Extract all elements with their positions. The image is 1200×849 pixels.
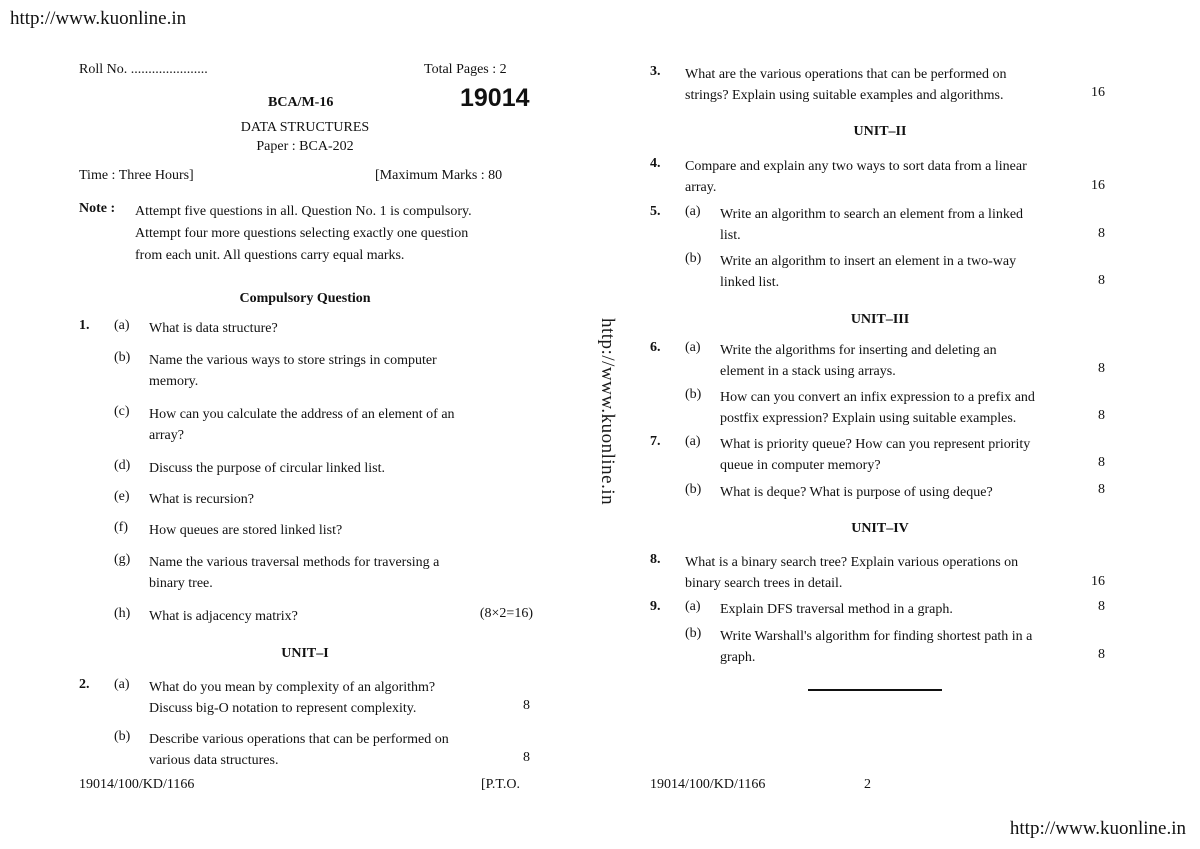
question-line: various data structures. — [149, 753, 279, 768]
subject-title: DATA STRUCTURES — [240, 120, 370, 135]
question-text — [685, 552, 1105, 594]
question-line: What is adjacency matrix? — [149, 609, 298, 624]
footer-code: 19014/100/KD/1166 — [650, 777, 766, 792]
question-text — [149, 520, 533, 541]
pto-text: [P.T.O. — [481, 777, 521, 792]
question-line: queue in computer memory? — [720, 458, 881, 473]
part-label: (a) — [685, 599, 701, 614]
question-number: 4. — [650, 156, 661, 171]
question-text — [149, 458, 533, 479]
paper-code: Paper : BCA-202 — [256, 139, 354, 154]
question-text — [720, 387, 1105, 429]
question-text — [149, 404, 533, 446]
question-text — [149, 606, 449, 627]
watermark-top-left: http://www.kuonline.in — [10, 8, 187, 29]
part-label: (b) — [114, 350, 131, 365]
question-text — [149, 350, 533, 392]
question-line: What is recursion? — [149, 492, 254, 507]
question-text — [720, 626, 1105, 668]
marks: 16 — [1091, 85, 1105, 100]
end-rule — [808, 689, 942, 691]
compulsory-heading: Compulsory Question — [239, 291, 371, 306]
note-label: Note : — [79, 201, 116, 216]
question-line: Explain DFS traversal method in a graph. — [720, 602, 953, 617]
question-text — [149, 489, 533, 510]
question-line: memory. — [149, 374, 199, 389]
time-allowed: Time : Three Hours] — [79, 168, 194, 183]
question-text — [720, 599, 1060, 620]
question-line: strings? Explain using suitable examples and algorithms. — [685, 88, 1004, 103]
paper-number: 19014 — [460, 84, 530, 112]
part-label: (d) — [114, 458, 131, 473]
question-number: 8. — [650, 552, 661, 567]
part-label: (b) — [685, 251, 702, 266]
marks: 8 — [523, 750, 530, 765]
part-label: (g) — [114, 552, 131, 567]
marks: 8 — [1098, 455, 1105, 470]
question-line: Compare and explain any two ways to sort data from a linear — [685, 159, 1027, 174]
question-line: array. — [685, 180, 717, 195]
question-text — [149, 729, 533, 771]
question-number: 1. — [79, 318, 90, 333]
part-label: (a) — [685, 204, 701, 219]
total-pages: Total Pages : 2 — [424, 62, 507, 77]
question-line: What are the various operations that can be performed on — [685, 67, 1007, 82]
marks: (8×2=16) — [479, 606, 533, 621]
note-line: from each unit. All questions carry equal marks. — [135, 248, 405, 263]
question-text — [685, 156, 1105, 198]
question-line: How can you calculate the address of an element of an — [149, 407, 455, 422]
question-line: Write Warshall's algorithm for finding shortest path in a — [720, 629, 1033, 644]
question-line: How queues are stored linked list? — [149, 523, 343, 538]
part-label: (b) — [114, 729, 131, 744]
question-text — [720, 340, 1105, 382]
unit-heading: UNIT–III — [850, 312, 910, 327]
part-label: (e) — [114, 489, 130, 504]
footer-code: 19014/100/KD/1166 — [79, 777, 195, 792]
part-label: (h) — [114, 606, 131, 621]
question-line: What is a binary search tree? Explain various operations on — [685, 555, 1019, 570]
unit-heading: UNIT–I — [281, 646, 329, 661]
question-line: graph. — [720, 650, 756, 665]
question-line: Name the various traversal methods for traversing a — [149, 555, 440, 570]
marks: 8 — [1098, 599, 1105, 614]
unit-heading: UNIT–IV — [851, 521, 909, 536]
question-number: 7. — [650, 434, 661, 449]
part-label: (a) — [685, 434, 701, 449]
question-line: What is deque? What is purpose of using deque? — [720, 485, 993, 500]
part-label: (a) — [114, 318, 130, 333]
marks: 8 — [523, 698, 530, 713]
maximum-marks: [Maximum Marks : 80 — [375, 168, 503, 183]
question-text — [149, 552, 533, 594]
question-number: 6. — [650, 340, 661, 355]
unit-heading: UNIT–II — [853, 124, 907, 139]
question-line: postfix expression? Explain using suitable examples. — [720, 411, 1017, 426]
marks: 16 — [1091, 574, 1105, 589]
part-label: (b) — [685, 626, 702, 641]
question-number: 9. — [650, 599, 661, 614]
question-line: Name the various ways to store strings in computer — [149, 353, 437, 368]
question-line: What do you mean by complexity of an algorithm? — [149, 680, 436, 695]
marks: 8 — [1098, 647, 1105, 662]
note-text — [135, 201, 533, 267]
question-line: What is priority queue? How can you represent priority — [720, 437, 1031, 452]
question-text — [149, 318, 533, 339]
part-label: (a) — [114, 677, 130, 692]
marks: 8 — [1098, 361, 1105, 376]
question-number: 2. — [79, 677, 90, 692]
part-label: (b) — [685, 387, 702, 402]
marks: 16 — [1091, 178, 1105, 193]
part-label: (a) — [685, 340, 701, 355]
question-text — [149, 677, 533, 719]
question-text — [685, 64, 1105, 106]
question-line: Discuss the purpose of circular linked list. — [149, 461, 386, 476]
question-line: What is data structure? — [149, 321, 278, 336]
note-line: Attempt four more questions selecting exactly one question — [135, 226, 469, 241]
question-text — [720, 434, 1105, 476]
question-line: Discuss big-O notation to represent complexity. — [149, 701, 417, 716]
question-line: binary search trees in detail. — [685, 576, 843, 591]
watermark-vertical: http://www.kuonline.in — [597, 318, 618, 506]
marks: 8 — [1098, 273, 1105, 288]
course-code: BCA/M-16 — [268, 95, 334, 110]
marks: 8 — [1098, 482, 1105, 497]
part-label: (f) — [114, 520, 128, 535]
question-text — [720, 482, 1060, 503]
question-line: list. — [720, 228, 741, 243]
question-text — [720, 251, 1105, 293]
part-label: (b) — [685, 482, 702, 497]
question-line: Write an algorithm to search an element from a linked — [720, 207, 1024, 222]
question-line: array? — [149, 428, 184, 443]
question-line: Describe various operations that can be performed on — [149, 732, 449, 747]
roll-no: Roll No. ...................... — [79, 62, 208, 77]
question-number: 5. — [650, 204, 661, 219]
marks: 8 — [1098, 408, 1105, 423]
question-line: Write the algorithms for inserting and deleting an — [720, 343, 997, 358]
question-line: element in a stack using arrays. — [720, 364, 896, 379]
note-line: Attempt five questions in all. Question No. 1 is compulsory. — [135, 204, 472, 219]
question-line: Write an algorithm to insert an element in a two-way — [720, 254, 1017, 269]
question-text — [720, 204, 1105, 246]
question-line: binary tree. — [149, 576, 213, 591]
part-label: (c) — [114, 404, 130, 419]
marks: 8 — [1098, 226, 1105, 241]
page-number: 2 — [864, 777, 871, 792]
question-number: 3. — [650, 64, 661, 79]
question-line: linked list. — [720, 275, 780, 290]
question-line: How can you convert an infix expression to a prefix and — [720, 390, 1035, 405]
watermark-bottom-right: http://www.kuonline.in — [1009, 818, 1186, 839]
